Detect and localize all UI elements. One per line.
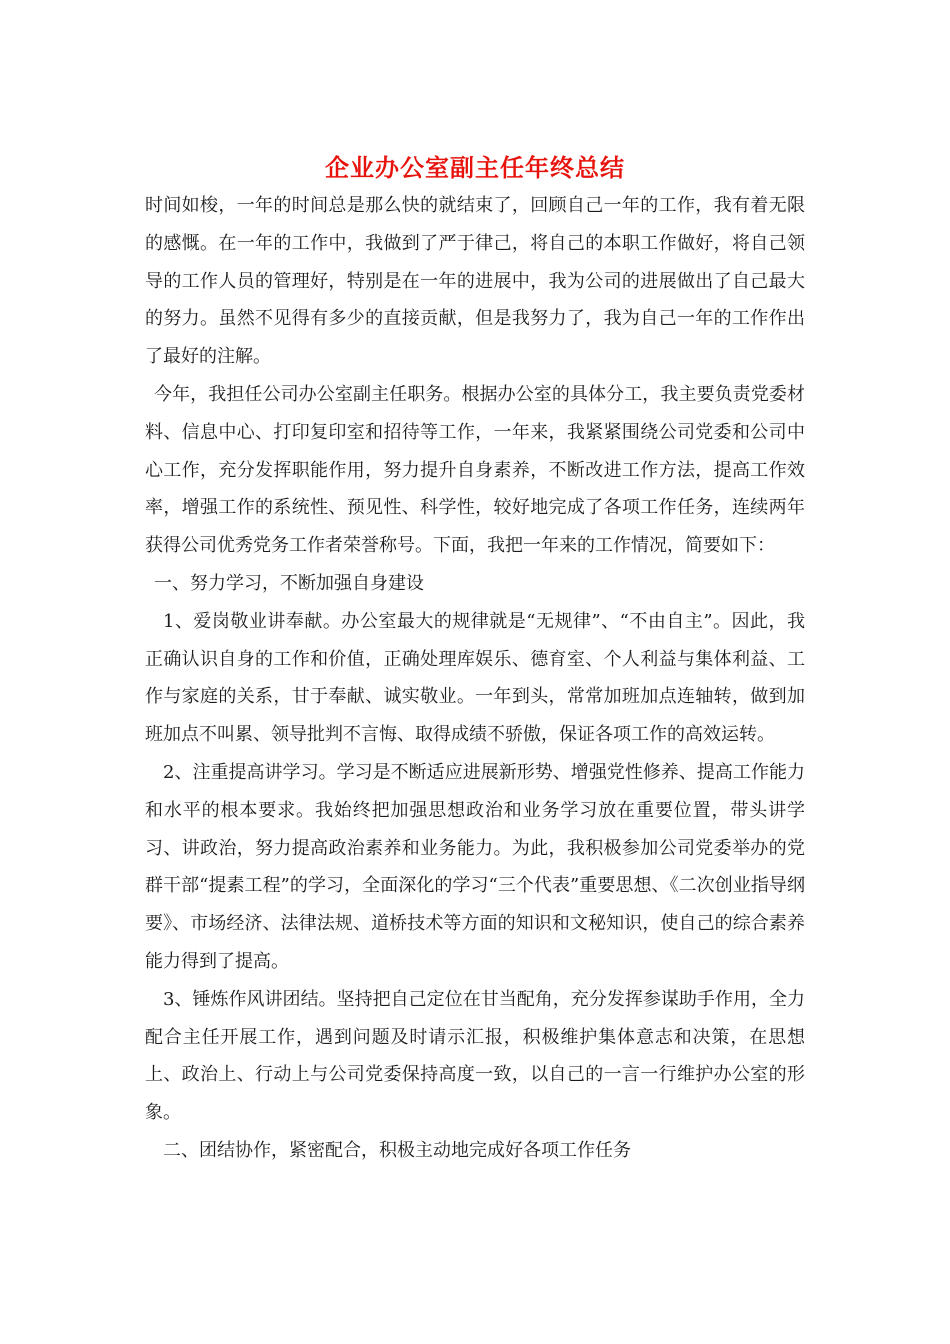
document-body bbox=[145, 187, 805, 1170]
section-heading-2: 二、团结协作，紧密配合，积极主动地完成好各项工作任务 bbox=[163, 1139, 631, 1161]
document-title: 企业办公室副主任年终总结 bbox=[325, 153, 625, 182]
paragraph-item-1: 1、爱岗敬业讲奉献。办公室最大的规律就是“无规律”、“不由自主”。因此，我正确认识自身的工作和价值，正确处理库娱乐、德育室、个人利益与集体利益、工作与家庭的关系，甘于奉献、诚实敬业。一年到头，常常加班加点连轴转，做到加班加点不叫累、领导批判不言悔、取得成绩不骄傲，保证各项工作的高效运转。 bbox=[145, 610, 805, 746]
paragraph-intro: 时间如梭，一年的时间总是那么快的就结束了，回顾自己一年的工作，我有着无限的感慨。在一年的工作中，我做到了严于律己，将自己的本职工作做好，将自己领导的工作人员的管理好，特别是在一年的进展中，我为公司的进展做出了自己最大的努力。虽然不见得有多少的直接贡献，但是我努力了，我为自己一年的工作作出了最好的注解。 bbox=[145, 195, 805, 368]
paragraph-item-3: 3、锤炼作风讲团结。坚持把自己定位在甘当配角，充分发挥参谋助手作用，全力配合主任开展工作，遇到问题及时请示汇报，积极维护集体意志和决策，在思想上、政治上、行动上与公司党委保持高度一致，以自己的一言一行维护办公室的形象。 bbox=[145, 988, 805, 1124]
section-heading-1: 一、努力学习，不断加强自身建设 bbox=[154, 572, 424, 594]
paragraph-duties: 今年，我担任公司办公室副主任职务。根据办公室的具体分工，我主要负责党委材料、信息中心、打印复印室和招待等工作，一年来，我紧紧围绕公司党委和公司中心工作，充分发挥职能作用，努力提升自身素养，不断改进工作方法，提高工作效率，增强工作的系统性、预见性、科学性，较好地完成了各项工作任务，连续两年获得公司优秀党务工作者荣誉称号。下面，我把一年来的工作情况，简要如下： bbox=[145, 383, 805, 557]
paragraph-item-2: 2、注重提高讲学习。学习是不断适应进展新形势、增强党性修养、提高工作能力和水平的根本要求。我始终把加强思想政治和业务学习放在重要位置，带头讲学习、讲政治，努力提高政治素养和业务能力。为此，我积极参加公司党委举办的党群干部“提素工程”的学习，全面深化的学习“三个代表”重要思想、《二次创业指导纲要》、市场经济、法律法规、道桥技术等方面的知识和文秘知识，使自己的综合素养能力得到了提高。 bbox=[145, 761, 805, 972]
